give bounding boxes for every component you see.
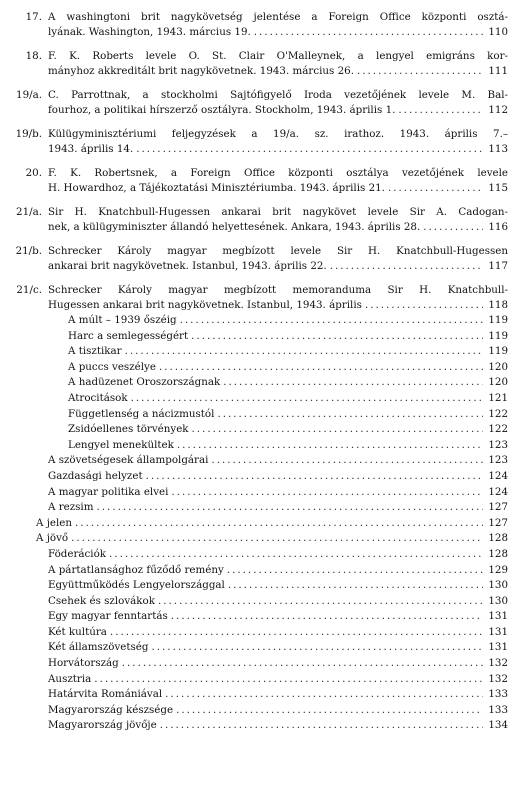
subsection-item xyxy=(8,485,508,501)
dot-leader xyxy=(94,672,483,687)
page-number: 133 xyxy=(488,703,508,716)
page-number: 123 xyxy=(488,438,508,451)
subsection-title: Horvátország xyxy=(48,657,119,670)
page-number: 117 xyxy=(488,260,508,272)
page-number: 116 xyxy=(488,221,508,233)
subsection-item xyxy=(8,313,508,329)
toc-entry xyxy=(8,10,508,40)
subsection-title: Függetlenség a nácizmustól xyxy=(68,407,215,420)
entry-text-line: F. K. Robertsnek, a Foreign Office központi osztálya vezetőjének levele xyxy=(48,167,508,179)
subsection-item xyxy=(8,640,508,656)
dot-leader xyxy=(171,485,483,500)
toc-entry xyxy=(8,244,508,274)
subsection-item xyxy=(8,594,508,610)
entry-number: 18. xyxy=(25,50,42,62)
subsection-title: Két kultúra xyxy=(48,625,107,638)
entry-text-line: F. K. Roberts levele O. St. Clair O'Malleynek, a lengyel emigráns kor- xyxy=(48,50,508,62)
dot-leader xyxy=(365,298,483,313)
subsection-item xyxy=(8,547,508,563)
dot-leader xyxy=(97,500,484,515)
subsection-title: Föderációk xyxy=(48,547,107,560)
subsection-title: Két államszövetség xyxy=(48,641,149,654)
subsection-item xyxy=(8,563,508,579)
page-number: 110 xyxy=(488,26,508,38)
page-number: 112 xyxy=(488,104,508,116)
page-number: 122 xyxy=(488,423,508,436)
page-number: 129 xyxy=(488,563,508,576)
page-number: 128 xyxy=(488,532,508,545)
subsection-item xyxy=(8,703,508,719)
subsection-title: Csehek és szlovákok xyxy=(48,594,155,607)
page-number: 127 xyxy=(488,516,508,529)
page-number: 124 xyxy=(488,469,508,482)
page-number: 120 xyxy=(488,360,508,373)
subsection-title: A rezsim xyxy=(48,501,94,514)
page-number: 130 xyxy=(488,579,508,592)
entry-text-line: C. Parrottnak, a stockholmi Sajtófigyelő Iroda vezetőjének levele M. Bal- xyxy=(48,89,508,101)
page-number: 115 xyxy=(488,182,508,194)
dot-leader xyxy=(398,103,483,118)
entry-text-line: Schrecker Károly magyar megbízott levele Sir H. Knatchbull-Hugessen xyxy=(48,245,508,257)
dot-leader xyxy=(177,438,483,453)
dot-leader xyxy=(122,656,483,671)
dot-leader xyxy=(217,407,483,422)
dot-leader xyxy=(165,687,483,702)
subsection-title: A jelen xyxy=(36,516,73,529)
subsection-title: Zsidóellenes törvények xyxy=(68,423,189,436)
subsection-item xyxy=(8,500,508,516)
dot-leader xyxy=(211,453,483,468)
subsection-item xyxy=(8,578,508,594)
subsection-item xyxy=(8,407,508,423)
subsection-title: A jövő xyxy=(36,532,69,545)
entry-number: 19/b. xyxy=(15,128,42,140)
dot-leader xyxy=(223,375,483,390)
toc-entry xyxy=(8,127,508,157)
entry-number: 21/c. xyxy=(16,284,42,296)
subsection-title: Lengyel menekültek xyxy=(68,438,174,451)
page-number: 128 xyxy=(488,547,508,560)
dot-leader xyxy=(158,594,483,609)
entry-text-line: 1943. április 14. xyxy=(48,143,134,155)
entry-number: 19/a. xyxy=(16,89,42,101)
subsection-title: Együttműködés Lengyelországgal xyxy=(48,579,225,592)
page-number: 118 xyxy=(488,299,508,311)
subsection-title: Határvita Romániával xyxy=(48,688,163,701)
subsection-title: Atrocitások xyxy=(68,391,128,404)
subsection-title: Magyarország készsége xyxy=(48,703,174,716)
subsection-title: A tisztikar xyxy=(68,345,122,358)
dot-leader xyxy=(227,563,483,578)
subsection-title: Gazdasági helyzet xyxy=(48,469,143,482)
dot-leader xyxy=(160,718,483,733)
dot-leader xyxy=(151,640,483,655)
page-number: 123 xyxy=(488,454,508,467)
dot-leader xyxy=(146,469,483,484)
page-number: 131 xyxy=(488,625,508,638)
subsection-item xyxy=(8,656,508,672)
page-number: 120 xyxy=(488,376,508,389)
dot-leader xyxy=(191,329,483,344)
subsection-item xyxy=(8,360,508,376)
subsection-item xyxy=(8,344,508,360)
entry-number: 21/b. xyxy=(15,245,42,257)
page-number: 133 xyxy=(488,688,508,701)
page-number: 130 xyxy=(488,594,508,607)
toc-entry xyxy=(8,88,508,118)
page-number: 131 xyxy=(488,641,508,654)
page-number: 113 xyxy=(488,143,508,155)
dot-leader xyxy=(423,220,483,235)
dot-leader xyxy=(71,531,483,546)
dot-leader xyxy=(136,142,483,157)
page-number: 132 xyxy=(488,672,508,685)
entry-text-line: Külügyminisztériumi feljegyzések a 19/a. sz. irathoz. 1943. április 7.– xyxy=(48,128,508,140)
subsection-item xyxy=(8,687,508,703)
subsection-title: A pártatlansághoz fűződő remény xyxy=(48,563,224,576)
dot-leader xyxy=(176,703,483,718)
dot-leader xyxy=(330,259,483,274)
subsection-item xyxy=(8,391,508,407)
dot-leader xyxy=(125,344,483,359)
entry-text-line: nek, a külügyminiszter állandó helyettesének. Ankara, 1943. április 28. xyxy=(48,221,421,233)
subsection-item xyxy=(8,453,508,469)
page-number: 131 xyxy=(488,610,508,623)
dot-leader xyxy=(171,609,483,624)
subsection-list xyxy=(8,313,508,734)
page-number: 111 xyxy=(488,65,508,77)
subsection-item xyxy=(8,469,508,485)
subsection-title: Ausztria xyxy=(48,672,92,685)
subsection-item xyxy=(8,609,508,625)
page-number: 124 xyxy=(488,485,508,498)
dot-leader xyxy=(109,547,483,562)
entry-text-line: lyának. Washington, 1943. március 19. xyxy=(48,26,251,38)
subsection-item xyxy=(8,516,508,532)
subsection-title: A hadüzenet Oroszországnak xyxy=(68,376,221,389)
entry-text-line: Sir H. Knatchbull-Hugessen ankarai brit nagykövet levele Sir A. Cadogan- xyxy=(48,206,508,218)
dot-leader xyxy=(192,422,483,437)
subsection-title: Magyarország jövője xyxy=(48,719,157,732)
entry-number: 17. xyxy=(25,11,42,23)
entry-text-line: Hugessen ankarai brit nagykövetnek. Istanbul, 1943. április xyxy=(48,299,362,311)
entry-text-line: mányhoz akkreditált brit nagykövetnek. 1943. március 26. xyxy=(48,65,354,77)
entry-text-line: H. Howardhoz, a Tájékoztatási Minisztériumba. 1943. április 21. xyxy=(48,182,385,194)
page-number: 119 xyxy=(488,345,508,358)
subsection-item xyxy=(8,625,508,641)
dot-leader xyxy=(254,25,483,40)
dot-leader xyxy=(357,64,483,79)
toc-entry xyxy=(8,205,508,235)
dot-leader xyxy=(131,391,483,406)
subsection-item xyxy=(8,375,508,391)
page-number: 127 xyxy=(488,501,508,514)
entry-text-line: fourhoz, a politikai hírszerző osztályra. Stockholm, 1943. április 1. xyxy=(48,104,396,116)
entry-text-line: Schrecker Károly magyar megbízott memoranduma Sir H. Knatchbull- xyxy=(48,284,508,296)
page-number: 134 xyxy=(488,719,508,732)
page-number: 119 xyxy=(488,329,508,342)
subsection-title: Harc a semlegességért xyxy=(68,329,189,342)
table-of-contents xyxy=(8,10,508,734)
toc-entry xyxy=(8,166,508,196)
dot-leader xyxy=(159,360,483,375)
subsection-title: A magyar politika elvei xyxy=(48,485,169,498)
page-number: 122 xyxy=(488,407,508,420)
page-number: 119 xyxy=(488,314,508,326)
dot-leader xyxy=(388,181,483,196)
subsection-item xyxy=(8,422,508,438)
page-number: 132 xyxy=(488,657,508,670)
toc-entry xyxy=(8,283,508,313)
subsection-item xyxy=(8,718,508,734)
toc-entry xyxy=(8,49,508,79)
dot-leader xyxy=(180,313,483,328)
subsection-item xyxy=(8,672,508,688)
dot-leader xyxy=(75,516,483,531)
entry-number: 21/a. xyxy=(16,206,42,218)
entry-text-line: A washingtoni brit nagykövetség jelentése a Foreign Office központi osztá- xyxy=(48,11,508,23)
subsection-title: Egy magyar fenntartás xyxy=(48,610,168,623)
subsection-item xyxy=(8,438,508,454)
subsection-title: A szövetségesek állampolgárai xyxy=(48,454,209,467)
subsection-title: A puccs veszélye xyxy=(68,360,156,373)
subsection-item xyxy=(8,329,508,345)
dot-leader xyxy=(228,578,483,593)
entry-number: 20. xyxy=(25,167,42,179)
entry-text-line: ankarai brit nagykövetnek. Istanbul, 1943. április 22. xyxy=(48,260,327,272)
subsection-title: A múlt – 1939 őszéig xyxy=(68,314,177,326)
page-number: 121 xyxy=(488,391,508,404)
dot-leader xyxy=(110,625,483,640)
subsection-item xyxy=(8,531,508,547)
